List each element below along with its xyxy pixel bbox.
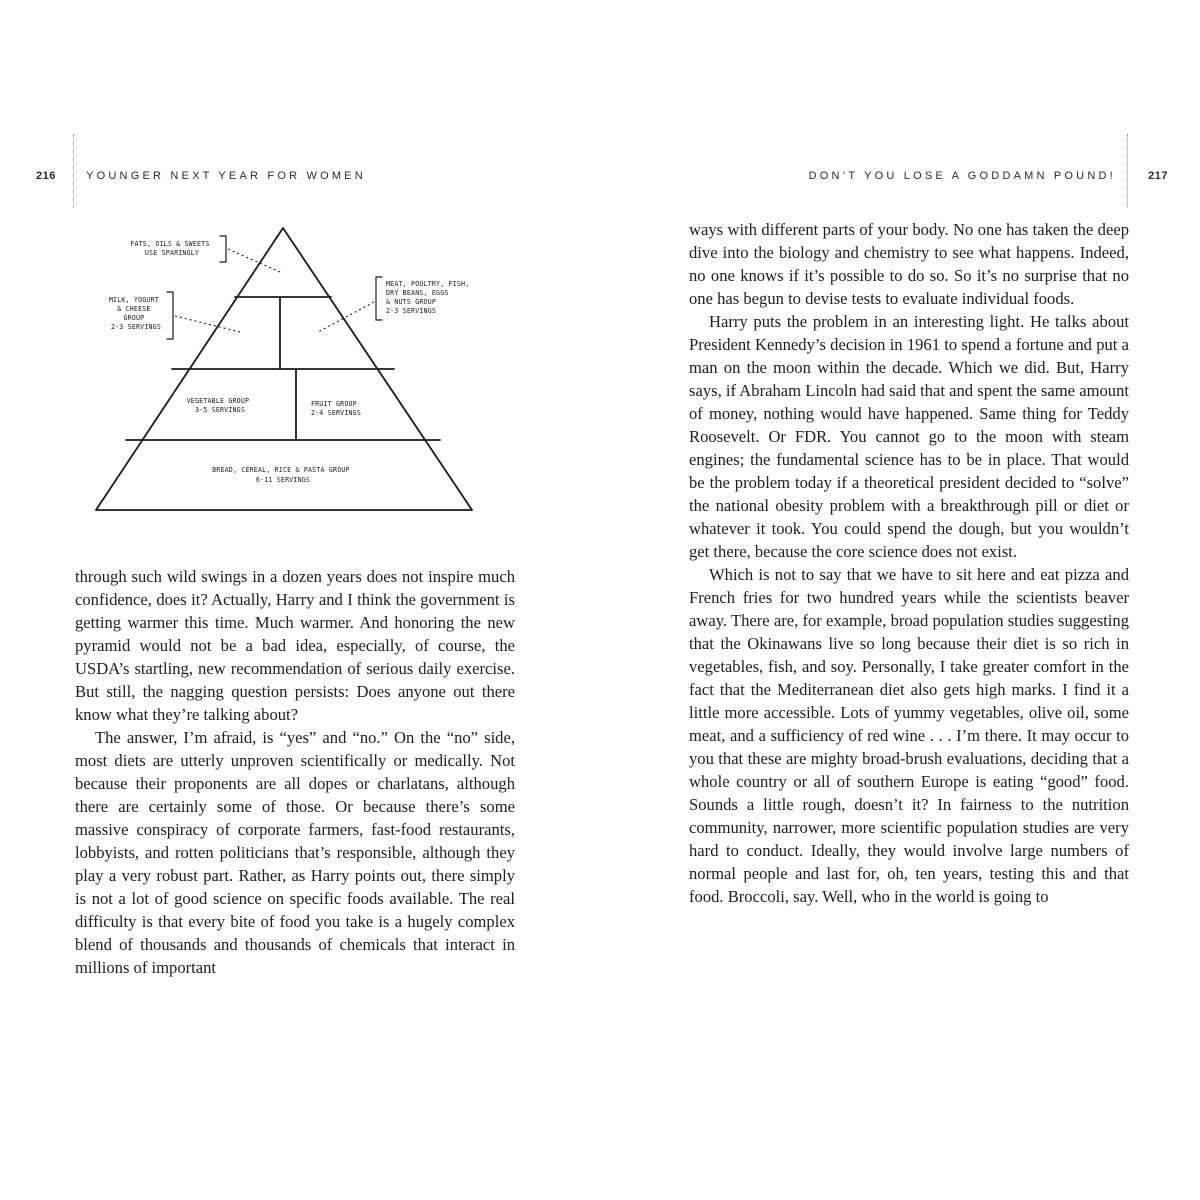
leader-fats	[228, 249, 280, 272]
right-body-text	[689, 218, 1129, 908]
bracket-milk	[167, 292, 173, 339]
label-fruit: FRUIT GROUP 2-4 SERVINGS	[310, 400, 362, 417]
leader-meat	[318, 302, 374, 332]
left-running-head	[36, 166, 366, 186]
paragraph: ways with different parts of your body. No one has taken the deep dive into the biology and chemistry to see what happens. Indeed, no one knows if it’s possible to do so. So it’s no surprise that no one has begun to devise tests to evaluate individual foods.	[689, 220, 1129, 308]
label-meat: MEAT, POULTRY, FISH, DRY BEANS, EGGS & NUTS GROUP 2-3 SERVINGS	[386, 280, 470, 315]
paragraph: Harry puts the problem in an interesting light. He talks about President Kennedy’s decision in 1961 to spend a fortune and put a man on the moon within the decade. Which we did. But, Harry says, if Abraham Lincoln had said that and spent the same amount of money, nothing would have happened. Same thing for Teddy Roosevelt. Or FDR. You cannot go to the moon with steam engines; the fundamental science has to be in place. That would be the problem today if a theoretical president decided to “solve” the national obesity problem with a breakthrough pill or diet or whatever it took. You could spend the dough, but you wouldn’t get there, because the core science does not exist.	[689, 312, 1129, 561]
leader-milk	[175, 316, 240, 332]
label-milk: MILK, YOGURT & CHEESE GROUP 2-3 SERVINGS	[108, 296, 162, 331]
bracket-fats	[220, 236, 226, 262]
paragraph: Which is not to say that we have to sit here and eat pizza and French fries for two hundred years while the scientists beaver away. There are, for example, broad population studies suggesting that the Okinawans live so long because their diet is so rich in vegetables, fish, and soy. Personally, I take greater comfort in the fact that the Mediterranean diet also gets high marks. I find it a little more accessible. Lots of yummy vegetables, olive oil, some meat, and a sufficiency of red wine . . . I’m there. It may occur to you that these are mighty broad-brush evaluations, deciding that a whole country or all of southern Europe is eating “good” food. Sounds a little rough, doesn’t it? In fairness to the nutrition community, narrower, more scientific population studies are very hard to conduct. Ideally, they would involve large numbers of normal people and last for, oh, ten years, testing this and that food. Broccoli, say. Well, who in the world is going to	[689, 565, 1129, 906]
bracket-meat	[376, 277, 382, 320]
left-running-title: YOUNGER NEXT YEAR FOR WOMEN	[86, 170, 366, 182]
right-page	[600, 0, 1200, 1200]
left-body-text	[75, 565, 515, 979]
paragraph: The answer, I’m afraid, is “yes” and “no.” On the “no” side, most diets are utterly unproven scientifically or medically. Not because their proponents are all dopes or charlatans, although there are certainly some of those. Or because there’s some massive conspiracy of corporate farmers, fast-food restaurants, lobbyists, and rotten politicians that’s responsible, although they play a very robust part. Rather, as Harry points out, there simply is not a lot of good science on specific foods available. The real difficulty is that every bite of food you take is a hugely complex blend of thousands and thousands of chemicals that interact in millions of important	[75, 728, 515, 977]
paragraph: through such wild swings in a dozen years does not inspire much confidence, does it? Actually, Harry and I think the government is getting warmer this time. Much warmer. And honoring the new pyramid would not be a bad idea, especially, of course, the USDA’s startling, new recommendation of serious daily exercise. But still, the nagging question persists: Does anyone out there know what they’re talking about?	[75, 567, 515, 724]
label-fats: FATS, OILS & SWEETS USE SPARINGLY	[130, 240, 210, 257]
right-running-title: DON’T YOU LOSE A GODDAMN POUND!	[808, 170, 1116, 182]
food-pyramid-diagram	[80, 222, 480, 518]
label-vegetable: VEGETABLE GROUP 3-5 SERVINGS	[186, 397, 250, 414]
label-bread: BREAD, CEREAL, RICE & PASTA GROUP 6-11 SERVINGS	[212, 466, 350, 484]
left-page-number: 216	[36, 170, 56, 182]
right-running-head	[809, 166, 1168, 186]
right-page-number: 217	[1148, 170, 1168, 182]
